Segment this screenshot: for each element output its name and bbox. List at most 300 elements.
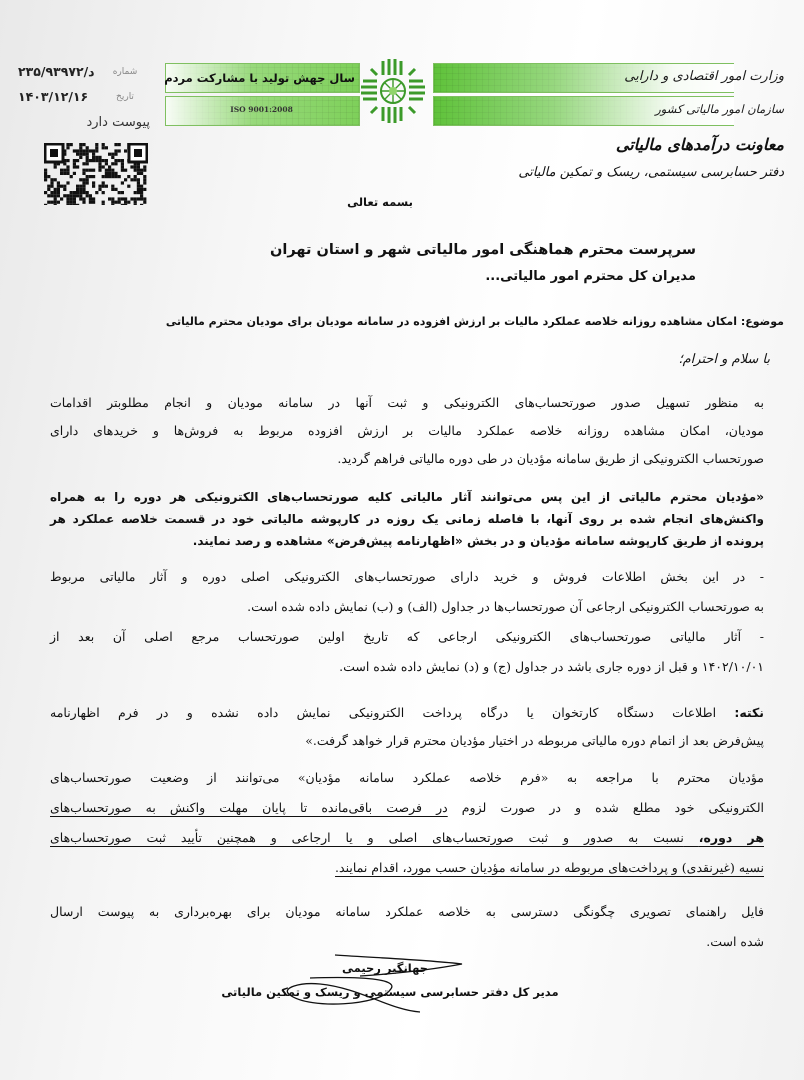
qr-module bbox=[92, 197, 95, 200]
qr-module bbox=[73, 194, 76, 197]
letter-subject: موضوع: امکان مشاهده روزانه خلاصه عملکرد مالیات بر ارزش افزوده در سامانه مودیان برای مودیان محترم مالیاتی bbox=[165, 315, 784, 328]
qr-module bbox=[124, 204, 127, 205]
qr-module bbox=[66, 172, 69, 175]
qr-module bbox=[73, 201, 76, 204]
text-line: پرونده از طریق کارپوشه سامانه مؤدیان و در بخش «اظهارنامه پیش‌فرض» مشاهده و رصد نمایند. bbox=[192, 534, 764, 548]
qr-module bbox=[124, 178, 127, 181]
qr-module bbox=[121, 191, 124, 194]
text-line: - در این بخش اطلاعات فروش و خرید دارای صورتحساب‌های الکترونیکی اصلی دوره و آثار مالیاتی مربوط bbox=[50, 569, 764, 584]
qr-module bbox=[82, 143, 85, 146]
qr-module bbox=[134, 169, 137, 172]
office-name: دفتر حسابرسی سیستمی، ریسک و تمکین مالیاتی bbox=[518, 165, 784, 180]
qr-module bbox=[76, 204, 79, 205]
qr-module bbox=[102, 159, 105, 162]
qr-module bbox=[143, 165, 146, 168]
qr-module bbox=[134, 178, 137, 181]
qr-module bbox=[92, 201, 95, 204]
qr-module bbox=[70, 197, 73, 200]
qr-module bbox=[140, 191, 143, 194]
note-text: اطلاعات دستگاه کارتخوان یا درگاه پرداخت الکترونیکی نمایش داده نشده و در فرم اظهارنامه bbox=[50, 705, 717, 720]
qr-module bbox=[130, 165, 133, 168]
qr-module bbox=[124, 169, 127, 172]
qr-module bbox=[102, 143, 105, 146]
text-line: مؤدیان محترم با مراجعه به «فرم خلاصه عملکرد سامانه مؤدیان» می‌توانند از وضعیت صورتحساب‌های bbox=[50, 770, 764, 785]
year-slogan: سال جهش تولید با مشارکت مردم bbox=[164, 71, 355, 85]
qr-module bbox=[102, 185, 105, 188]
qr-module bbox=[70, 201, 73, 204]
text-line: ۱۴۰۲/۱۰/۰۱ و قبل از دوره جاری باشد در جداول (ج) و (د) نمایش داده شده است. bbox=[339, 659, 764, 674]
note-paragraph bbox=[50, 701, 764, 753]
qr-module bbox=[79, 156, 82, 159]
qr-finder-center bbox=[134, 149, 142, 157]
qr-module bbox=[79, 178, 82, 181]
qr-module bbox=[111, 172, 114, 175]
tax-organization-emblem-icon bbox=[357, 55, 429, 127]
qr-module bbox=[73, 191, 76, 194]
qr-module bbox=[111, 188, 114, 191]
qr-module bbox=[79, 185, 82, 188]
qr-code-icon bbox=[44, 143, 148, 205]
qr-module bbox=[111, 169, 114, 172]
qr-module bbox=[76, 185, 79, 188]
qr-module bbox=[111, 156, 114, 159]
qr-module bbox=[108, 165, 111, 168]
qr-module bbox=[102, 201, 105, 204]
qr-module bbox=[92, 159, 95, 162]
qr-module bbox=[79, 149, 82, 152]
qr-module bbox=[86, 146, 89, 149]
qr-module bbox=[79, 146, 82, 149]
paragraph-attachment bbox=[50, 900, 764, 954]
qr-module bbox=[79, 197, 82, 200]
qr-module bbox=[82, 188, 85, 191]
qr-module bbox=[76, 159, 79, 162]
qr-module bbox=[76, 149, 79, 152]
qr-module bbox=[76, 194, 79, 197]
qr-module bbox=[86, 162, 89, 165]
paragraph-instructions bbox=[50, 766, 764, 880]
emphasis-text: هر دوره، bbox=[698, 830, 764, 845]
qr-module bbox=[134, 204, 137, 205]
qr-module bbox=[86, 178, 89, 181]
greeting: با سلام و احترام؛ bbox=[678, 352, 770, 367]
text-segment-underlined: در فرصت باقی‌مانده تا پایان مهلت واکنش به صورتحساب‌های bbox=[50, 800, 448, 815]
qr-module bbox=[66, 181, 69, 184]
text-line: به صورتحساب الکترونیکی ارجاعی آن صورتحساب‌ها در جداول (الف) و (ب) نمایش داده شده است. bbox=[247, 599, 764, 614]
qr-module bbox=[82, 201, 85, 204]
qr-module bbox=[137, 191, 140, 194]
qr-module bbox=[89, 201, 92, 204]
ministry-name: وزارت امور اقتصادی و دارایی bbox=[624, 69, 784, 84]
qr-module bbox=[57, 188, 60, 191]
qr-module bbox=[137, 188, 140, 191]
qr-module bbox=[140, 197, 143, 200]
text-line bbox=[50, 701, 764, 725]
qr-module bbox=[124, 149, 127, 152]
qr-module bbox=[89, 169, 92, 172]
text-line bbox=[50, 826, 764, 850]
qr-module bbox=[127, 185, 130, 188]
text-line: صورتحساب الکترونیکی از طریق سامانه مؤدیان در طی دوره مالیاتی فراهم گردید. bbox=[337, 451, 764, 466]
text-segment-underlined: نسیه (غیرنقدی) و پرداخت‌های مربوطه در سامانه مؤدیان حسب مورد، اقدام نمایند. bbox=[335, 860, 764, 875]
text-line: - آثار مالیاتی صورتحساب‌های الکترونیکی ارجاعی که تاریخ اولین صورتحساب مرجع اصلی آن بعد از bbox=[50, 629, 764, 644]
paragraph-intro bbox=[50, 391, 764, 471]
text-segment: الکترونیکی خود مطلع شده و در صورت لزوم bbox=[461, 800, 764, 815]
qr-module bbox=[111, 197, 114, 200]
qr-module bbox=[47, 188, 50, 191]
qr-module bbox=[92, 185, 95, 188]
qr-module bbox=[108, 172, 111, 175]
qr-module bbox=[92, 153, 95, 156]
qr-module bbox=[92, 156, 95, 159]
qr-module bbox=[86, 159, 89, 162]
recipient-secondary: مدیران کل محترم امور مالیاتی... bbox=[485, 269, 696, 284]
qr-module bbox=[86, 156, 89, 159]
qr-module bbox=[76, 188, 79, 191]
qr-module bbox=[63, 185, 66, 188]
qr-module bbox=[73, 159, 76, 162]
qr-module bbox=[143, 178, 146, 181]
qr-module bbox=[66, 169, 69, 172]
qr-module bbox=[98, 162, 101, 165]
qr-module bbox=[118, 143, 121, 146]
qr-module bbox=[54, 165, 57, 168]
qr-module bbox=[98, 185, 101, 188]
qr-module bbox=[114, 175, 117, 178]
qr-module bbox=[95, 149, 98, 152]
qr-module bbox=[118, 201, 121, 204]
text-line: مودیان، امکان مشاهده روزانه خلاصه عملکرد مالیات بر ارزش افزوده مربوط به فروش‌ها و خریدهای دارای bbox=[50, 423, 764, 438]
qr-module bbox=[50, 191, 53, 194]
qr-module bbox=[127, 201, 130, 204]
qr-module bbox=[89, 149, 92, 152]
qr-module bbox=[57, 194, 60, 197]
paragraph-announcement bbox=[50, 486, 764, 552]
qr-module bbox=[86, 149, 89, 152]
qr-module bbox=[50, 201, 53, 204]
qr-module bbox=[44, 169, 47, 172]
qr-module bbox=[118, 149, 121, 152]
qr-module bbox=[92, 181, 95, 184]
qr-module bbox=[114, 149, 117, 152]
qr-module bbox=[134, 191, 137, 194]
qr-module bbox=[137, 181, 140, 184]
qr-module bbox=[105, 185, 108, 188]
qr-module bbox=[86, 169, 89, 172]
qr-module bbox=[66, 159, 69, 162]
text-segment-underlined: نسبت به صدور و ثبت صورتحساب‌های اصلی و یا ارجاعی و همچنین تأیید ثبت صورتحساب‌های bbox=[50, 830, 684, 845]
deputy-name: معاونت درآمدهای مالیاتی bbox=[615, 135, 784, 154]
qr-module bbox=[60, 172, 63, 175]
qr-module bbox=[121, 159, 124, 162]
qr-module bbox=[92, 169, 95, 172]
qr-module bbox=[50, 181, 53, 184]
qr-module bbox=[143, 175, 146, 178]
qr-module bbox=[82, 181, 85, 184]
text-line: واکنش‌های انجام شده بر روی آنها، با فاصله زمانی یک روزه در کارپوشه مالیاتی خود در قسمت خلاصه عملکرد هر bbox=[50, 512, 764, 526]
qr-module bbox=[63, 169, 66, 172]
qr-module bbox=[108, 153, 111, 156]
qr-module bbox=[121, 204, 124, 205]
qr-module bbox=[73, 162, 76, 165]
qr-module bbox=[108, 175, 111, 178]
qr-module bbox=[114, 153, 117, 156]
qr-module bbox=[73, 165, 76, 168]
qr-module bbox=[54, 191, 57, 194]
qr-module bbox=[66, 197, 69, 200]
qr-module bbox=[134, 197, 137, 200]
qr-module bbox=[82, 162, 85, 165]
qr-module bbox=[70, 204, 73, 205]
qr-module bbox=[98, 159, 101, 162]
qr-module bbox=[137, 172, 140, 175]
qr-module bbox=[47, 175, 50, 178]
qr-module bbox=[143, 197, 146, 200]
qr-module bbox=[130, 197, 133, 200]
qr-module bbox=[82, 191, 85, 194]
qr-module bbox=[98, 165, 101, 168]
qr-module bbox=[140, 194, 143, 197]
qr-module bbox=[105, 162, 108, 165]
qr-module bbox=[54, 178, 57, 181]
qr-module bbox=[70, 194, 73, 197]
qr-module bbox=[82, 185, 85, 188]
qr-module bbox=[89, 194, 92, 197]
qr-module bbox=[108, 169, 111, 172]
qr-module bbox=[82, 149, 85, 152]
qr-module bbox=[47, 185, 50, 188]
qr-module bbox=[44, 204, 47, 205]
qr-module bbox=[70, 191, 73, 194]
note-label: نکته: bbox=[734, 705, 764, 720]
qr-module bbox=[89, 159, 92, 162]
qr-module bbox=[111, 204, 114, 205]
qr-module bbox=[114, 201, 117, 204]
qr-module bbox=[105, 159, 108, 162]
qr-module bbox=[79, 153, 82, 156]
qr-module bbox=[86, 175, 89, 178]
qr-module bbox=[114, 188, 117, 191]
qr-module bbox=[86, 181, 89, 184]
qr-module bbox=[92, 175, 95, 178]
signatory-title: مدیر کل دفتر حسابرسی سیستمی و ریسک و تمکین مالیاتی bbox=[221, 985, 559, 999]
qr-module bbox=[44, 175, 47, 178]
text-line: «مؤدیان محترم مالیاتی از این پس می‌توانند آثار مالیاتی کلیه صورتحساب‌های الکترونیکی هر دوره را به همراه bbox=[50, 490, 764, 504]
qr-module bbox=[121, 162, 124, 165]
qr-module bbox=[82, 169, 85, 172]
qr-module bbox=[98, 188, 101, 191]
qr-module bbox=[86, 194, 89, 197]
qr-module bbox=[95, 191, 98, 194]
qr-module bbox=[105, 175, 108, 178]
recipient-primary: سرپرست محترم هماهنگی امور مالیاتی شهر و استان تهران bbox=[270, 242, 696, 258]
qr-module bbox=[76, 191, 79, 194]
letter-number: ۲۳۵/۹۳۹۷۲/د bbox=[18, 64, 95, 79]
qr-module bbox=[57, 191, 60, 194]
qr-module bbox=[54, 201, 57, 204]
qr-module bbox=[137, 165, 140, 168]
qr-module bbox=[60, 169, 63, 172]
qr-module bbox=[95, 146, 98, 149]
qr-module bbox=[102, 191, 105, 194]
qr-module bbox=[105, 172, 108, 175]
qr-module bbox=[143, 201, 146, 204]
qr-module bbox=[63, 172, 66, 175]
qr-module bbox=[44, 178, 47, 181]
qr-module bbox=[60, 185, 63, 188]
number-label: شماره bbox=[112, 67, 138, 77]
text-line: به منظور تسهیل صدور صورتحساب‌های الکترونیکی و ثبت آنها در سامانه مودیان و انجام مطلوبتر اقدامات bbox=[50, 395, 764, 410]
qr-module bbox=[79, 191, 82, 194]
qr-module bbox=[66, 165, 69, 168]
letter-date: ۱۴۰۳/۱۲/۱۶ bbox=[18, 89, 89, 104]
qr-module bbox=[121, 181, 124, 184]
qr-module bbox=[118, 191, 121, 194]
qr-module bbox=[54, 194, 57, 197]
qr-module bbox=[140, 188, 143, 191]
qr-module bbox=[111, 162, 114, 165]
qr-module bbox=[44, 191, 47, 194]
qr-module bbox=[121, 165, 124, 168]
qr-module bbox=[143, 188, 146, 191]
qr-module bbox=[86, 153, 89, 156]
qr-module bbox=[140, 172, 143, 175]
qr-module bbox=[63, 188, 66, 191]
qr-module bbox=[73, 204, 76, 205]
qr-module bbox=[130, 178, 133, 181]
qr-module bbox=[79, 188, 82, 191]
qr-module bbox=[60, 197, 63, 200]
qr-module bbox=[70, 143, 73, 146]
qr-module bbox=[121, 169, 124, 172]
qr-module bbox=[57, 181, 60, 184]
qr-module bbox=[47, 194, 50, 197]
qr-module bbox=[76, 165, 79, 168]
qr-module bbox=[86, 191, 89, 194]
qr-module bbox=[114, 143, 117, 146]
qr-module bbox=[47, 201, 50, 204]
invocation: بسمه تعالی bbox=[347, 195, 413, 209]
qr-finder-center bbox=[50, 149, 58, 157]
qr-module bbox=[118, 159, 121, 162]
qr-module bbox=[57, 185, 60, 188]
qr-module bbox=[66, 194, 69, 197]
qr-module bbox=[102, 146, 105, 149]
qr-module bbox=[50, 178, 53, 181]
qr-module bbox=[137, 178, 140, 181]
qr-module bbox=[137, 169, 140, 172]
qr-module bbox=[50, 185, 53, 188]
qr-module bbox=[44, 172, 47, 175]
qr-module bbox=[140, 169, 143, 172]
qr-module bbox=[121, 197, 124, 200]
qr-module bbox=[137, 185, 140, 188]
qr-module bbox=[105, 146, 108, 149]
bullet-sales-info bbox=[50, 565, 764, 619]
qr-module bbox=[95, 156, 98, 159]
qr-module bbox=[102, 175, 105, 178]
qr-module bbox=[76, 153, 79, 156]
qr-module bbox=[73, 149, 76, 152]
qr-module bbox=[108, 197, 111, 200]
qr-module bbox=[143, 181, 146, 184]
qr-module bbox=[79, 194, 82, 197]
text-line bbox=[50, 856, 764, 880]
qr-module bbox=[102, 204, 105, 205]
text-line: فایل راهنمای تصویری چگونگی دسترسی به خلاصه عملکرد سامانه مودیان برای بهره‌برداری به پیوست ارسال bbox=[50, 904, 764, 919]
text-line: شده است. bbox=[706, 934, 764, 949]
qr-module bbox=[73, 172, 76, 175]
qr-module bbox=[98, 156, 101, 159]
qr-module bbox=[134, 165, 137, 168]
qr-module bbox=[70, 175, 73, 178]
qr-module bbox=[127, 175, 130, 178]
qr-module bbox=[92, 149, 95, 152]
text-line: پیش‌فرض بعد از اتمام دوره مالیاتی مربوطه در اختیار مؤدیان محترم قرار خواهد گرفت.» bbox=[305, 733, 764, 748]
qr-module bbox=[73, 197, 76, 200]
qr-module bbox=[102, 165, 105, 168]
qr-module bbox=[79, 143, 82, 146]
qr-module bbox=[111, 201, 114, 204]
qr-module bbox=[82, 197, 85, 200]
qr-module bbox=[134, 175, 137, 178]
qr-module bbox=[66, 204, 69, 205]
qr-module bbox=[124, 197, 127, 200]
qr-module bbox=[63, 194, 66, 197]
text-line bbox=[50, 796, 764, 820]
qr-module bbox=[95, 159, 98, 162]
qr-module bbox=[89, 197, 92, 200]
qr-module bbox=[82, 153, 85, 156]
qr-module bbox=[140, 204, 143, 205]
qr-module bbox=[57, 201, 60, 204]
qr-module bbox=[95, 143, 98, 146]
qr-module bbox=[114, 172, 117, 175]
qr-module bbox=[54, 197, 57, 200]
qr-module bbox=[82, 178, 85, 181]
qr-module bbox=[54, 188, 57, 191]
qr-module bbox=[98, 169, 101, 172]
qr-module bbox=[111, 153, 114, 156]
qr-module bbox=[118, 197, 121, 200]
qr-module bbox=[137, 197, 140, 200]
bullet-referral-effects bbox=[50, 625, 764, 679]
date-label: تاریخ bbox=[116, 92, 134, 102]
qr-module bbox=[105, 169, 108, 172]
qr-module bbox=[66, 201, 69, 204]
qr-module bbox=[50, 194, 53, 197]
qr-module bbox=[82, 172, 85, 175]
qr-module bbox=[124, 201, 127, 204]
qr-module bbox=[111, 185, 114, 188]
organization-name: سازمان امور مالیاتی کشور bbox=[655, 102, 784, 116]
attachment-note: پیوست دارد bbox=[86, 115, 150, 130]
qr-module bbox=[102, 181, 105, 184]
signatory-name: جهانگیر رحیمی bbox=[341, 961, 428, 975]
qr-module bbox=[66, 146, 69, 149]
qr-module bbox=[118, 175, 121, 178]
qr-module bbox=[54, 204, 57, 205]
qr-module bbox=[114, 162, 117, 165]
iso-certification: ISO 9001:2008 bbox=[230, 105, 293, 114]
qr-module bbox=[111, 175, 114, 178]
qr-module bbox=[140, 185, 143, 188]
qr-module bbox=[89, 175, 92, 178]
qr-module bbox=[66, 143, 69, 146]
qr-module bbox=[114, 159, 117, 162]
qr-module bbox=[143, 169, 146, 172]
qr-module bbox=[134, 201, 137, 204]
